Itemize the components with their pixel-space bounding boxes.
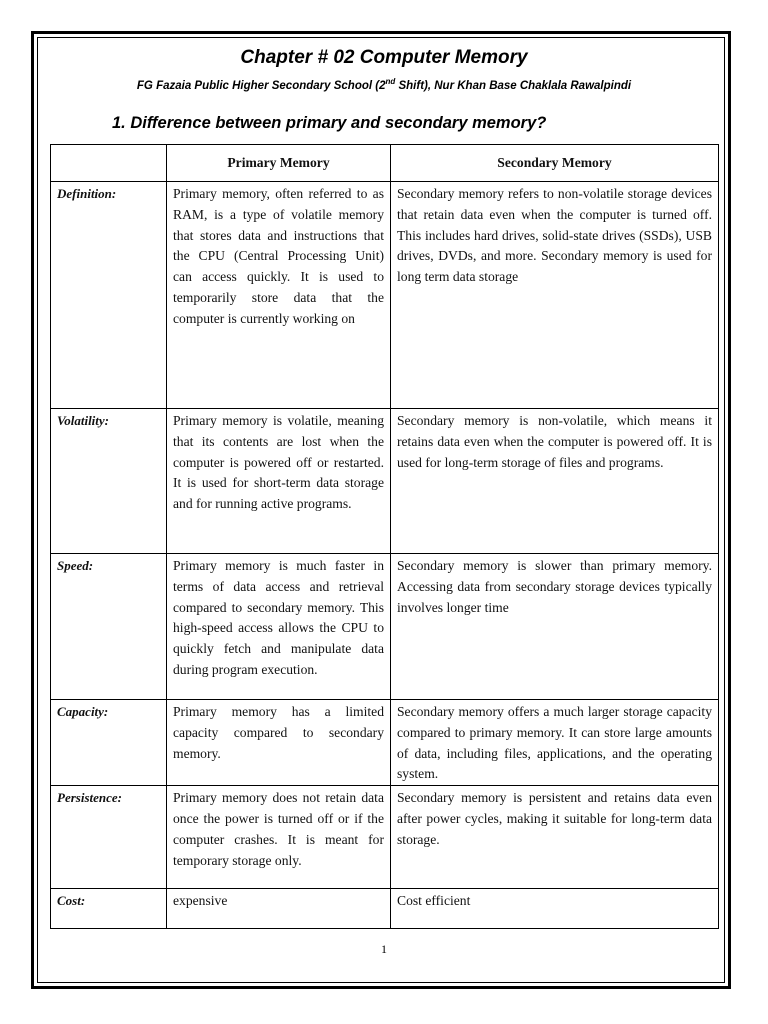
table-row xyxy=(51,786,719,889)
secondary-cell: Secondary memory is persistent and retains data even after power cycles, making it suitable for long-term data storage. xyxy=(391,786,719,889)
subtitle-superscript: nd xyxy=(385,77,396,86)
table-header-row xyxy=(51,145,719,182)
primary-cell: Primary memory is much faster in terms of data access and retrieval compared to secondary memory. This high-speed access allows the CPU to quickly fetch and manipulate data during program execution. xyxy=(167,554,391,700)
secondary-cell: Cost efficient xyxy=(391,889,719,929)
table-row xyxy=(51,700,719,786)
table-row xyxy=(51,409,719,554)
primary-cell: Primary memory, often referred to as RAM, is a type of volatile memory that stores data and instructions that the CPU (Central Processing Unit) can access quickly. It is used to temporarily store data that the computer is currently working on xyxy=(167,182,391,409)
row-label: Cost: xyxy=(51,889,167,929)
school-subtitle xyxy=(0,77,768,92)
row-label: Volatility: xyxy=(51,409,167,554)
secondary-cell: Secondary memory is non-volatile, which means it retains data even when the computer is powered off. It is used for long-term storage of files and programs. xyxy=(391,409,719,554)
secondary-cell: Secondary memory offers a much larger storage capacity compared to primary memory. It can store large amounts of data, including files, applications, and the operating system. xyxy=(391,700,719,786)
subtitle-part-2: Shift), Nur Khan Base Chaklala Rawalpindi xyxy=(395,79,632,92)
table-row xyxy=(51,554,719,700)
chapter-title: Chapter # 02 Computer Memory xyxy=(240,47,528,68)
header-cell-secondary: Secondary Memory xyxy=(391,145,719,182)
secondary-cell: Secondary memory is slower than primary memory. Accessing data from secondary storage devices typically involves longer time xyxy=(391,554,719,700)
row-label: Capacity: xyxy=(51,700,167,786)
question-heading: 1. Difference between primary and secondary memory? xyxy=(112,114,547,132)
table-row xyxy=(51,182,719,409)
page-number: 1 xyxy=(381,942,387,956)
subtitle-part-1: FG Fazaia Public Higher Secondary School (2 xyxy=(136,79,386,92)
primary-cell: Primary memory is volatile, meaning that its contents are lost when the computer is powered off or restarted. It is used for short-term data storage and for running active programs. xyxy=(167,409,391,554)
row-label: Persistence: xyxy=(51,786,167,889)
header-cell-empty xyxy=(51,145,167,182)
primary-cell: Primary memory has a limited capacity compared to secondary memory. xyxy=(167,700,391,786)
primary-cell: expensive xyxy=(167,889,391,929)
secondary-cell: Secondary memory refers to non-volatile storage devices that retain data even when the computer is turned off. This includes hard drives, solid-state drives (SSDs), USB drives, DVDs, and more. Secondary memory is used for long term data storage xyxy=(391,182,719,409)
header-cell-primary: Primary Memory xyxy=(167,145,391,182)
table-row xyxy=(51,889,719,929)
row-label: Definition: xyxy=(51,182,167,409)
primary-cell: Primary memory does not retain data once the power is turned off or if the computer crashes. It is meant for temporary storage only. xyxy=(167,786,391,889)
row-label: Speed: xyxy=(51,554,167,700)
memory-comparison-table xyxy=(50,144,719,929)
